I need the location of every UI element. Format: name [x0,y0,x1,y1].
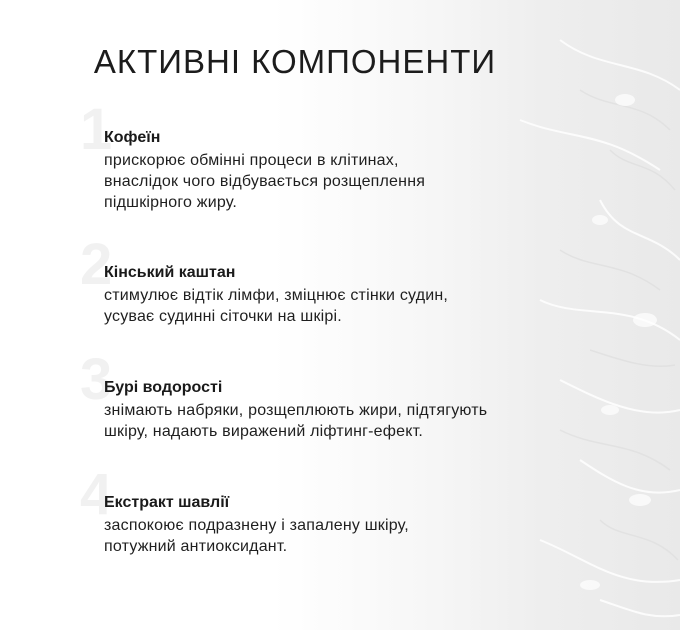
component-item-caffeine [80,97,564,213]
component-name: Кінський каштан [104,264,236,281]
description-line: прискорює обмінні процеси в клітинах, [104,152,399,169]
component-name: Екстракт шавлії [104,494,230,511]
description-line: внаслідок чого відбувається розщеплення [104,173,426,190]
description-line: потужний антиоксидант. [104,538,288,555]
component-name: Бурі водорості [104,379,223,396]
component-description [104,400,564,442]
component-item-brown-algae [80,347,564,442]
description-line: усуває судинні сіточки на шкірі. [104,308,342,325]
item-number: 2 [80,232,113,297]
page-title: АКТИВНІ КОМПОНЕНТИ [93,43,497,80]
description-line: стимулює відтік лімфи, зміцнює стінки судин, [104,287,449,304]
item-number: 3 [80,347,113,412]
component-name: Кофеїн [104,129,161,146]
description-line: підшкірного жиру. [104,194,238,211]
item-number: 1 [80,97,113,162]
description-line: знімають набряки, розщеплюють жири, підтягують [104,402,488,419]
description-line: шкіру, надають виражений ліфтинг-ефект. [104,423,424,440]
component-item-sage-extract [80,462,564,557]
component-description [104,285,564,327]
description-line: заспокоює подразнену і запалену шкіру, [104,517,409,534]
component-description [104,150,564,213]
component-item-horse-chestnut [80,232,564,327]
component-description [104,515,564,557]
item-number: 4 [80,462,113,527]
